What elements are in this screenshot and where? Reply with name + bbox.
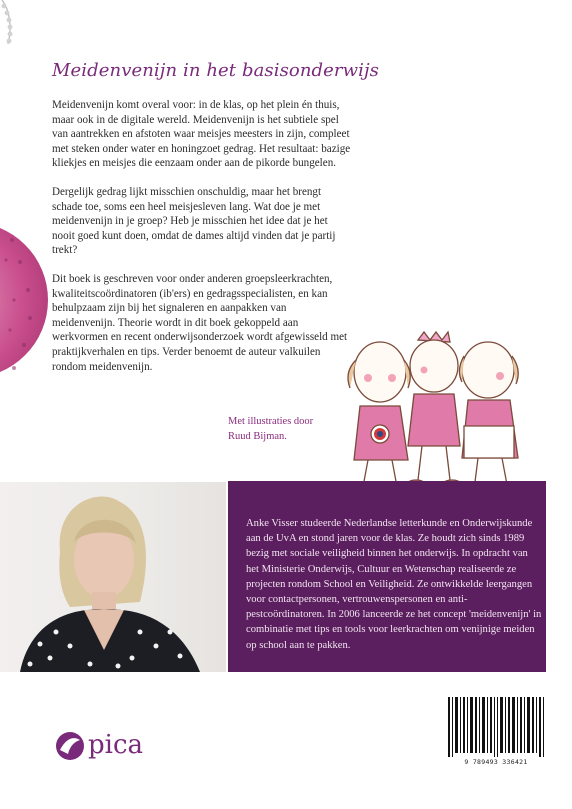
illustration-credit [228, 415, 348, 444]
illustration-credit-line-2: Ruud Bijman. [228, 430, 287, 442]
blurb-paragraph-2: Dergelijk gedrag lijkt misschien onschuldig, maar het brengt schade toe, soms een heel meisjesleven lang. Wat doe je met meidenvenijn in je groep? Heb je misschien het idee dat je het nooit goed kunt doen, omdat de dames altijd vinden dat je partij trekt? [52, 185, 336, 257]
author-photo [0, 482, 226, 672]
book-title: Meidenvenijn in het basisonderwijs [52, 60, 380, 81]
author-bio: Anke Visser studeerde Nederlandse letterkunde en Onderwijskunde aan de UvA en stond jaren voor de klas. Ze houdt zich sinds 1989 bezig met sociale veiligheid binnen het onderwijs. In opdracht van het Ministerie Onderwijs, Cultuur en Wetenschap realiseerde ze projecten rondom School en Veiligheid. Ze ontwikkelde leergangen voor contactpersonen, vertrouwenspersonen en anti-pestcoördinatoren. In 2006 lanceerde ze het concept 'meidenvenijn' in combinatie met tips en tools voor leerkrachten om venijnige meiden op school aan te pakken. [246, 518, 542, 651]
blurb-paragraph-1: Meidenvenijn komt overal voor: in de klas, op het plein én thuis, maar ook in de digitale wereld. Meidenvenijn is het subtiele spel van aantrekken en afstoten waar meisjes meesters in zijn, compleet met steken onder water en honingzoet gedrag. Het resultaat: bazige kliekjes en meisjes die eenzaam onder aan de pikorde bungelen. [52, 99, 351, 170]
blurb [52, 98, 352, 388]
necklace-and-disc-decoration [0, 0, 60, 420]
publisher-name: pica [88, 730, 144, 760]
illustration-credit-line-1: Met illustraties door [228, 416, 314, 427]
barcode-icon [446, 697, 546, 757]
barcode-digits: 9 789493 336421 [464, 758, 528, 766]
blurb-paragraph-3: Dit boek is geschreven voor onder anderen groepsleerkrachten, kwaliteitscoördinatoren (ib'ers) en gedragsspecialisten, en kan behulpzaam zijn bij het signaleren en aanpakken van meidenvenijn. Theorie wordt in dit boek gekoppeld aan werkvormen en recent onderwijsonderzoek wordt afgewisseld met praktijkverhalen en tips. Verder benoemt de auteur valkuilen rondom meidenvenijn. [52, 272, 348, 373]
author-portrait [0, 482, 226, 672]
